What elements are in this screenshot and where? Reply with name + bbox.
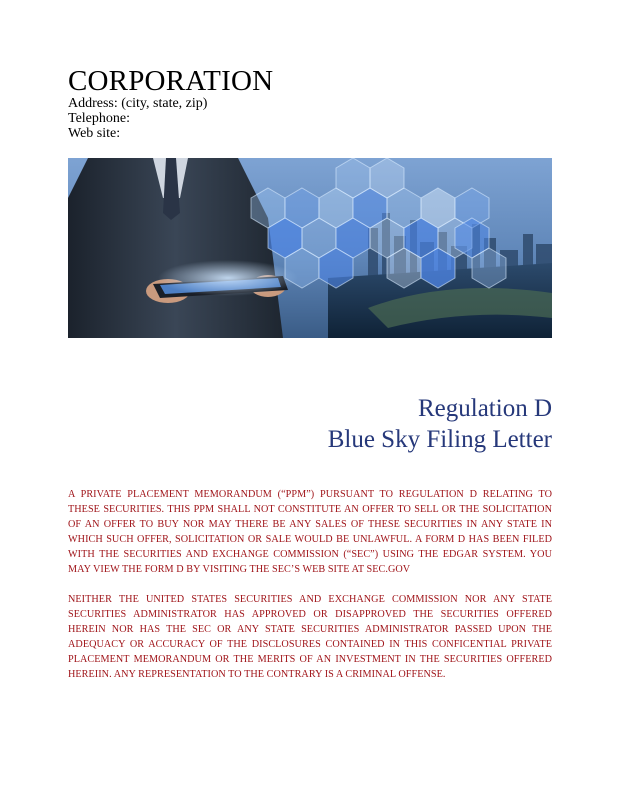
hero-image [68, 158, 552, 338]
company-website: Web site: [68, 126, 121, 141]
company-name: CORPORATION [68, 65, 274, 97]
disclaimer-paragraph-sec: NEITHER THE UNITED STATES SECURITIES AND EXCHANGE COMMISSION NOR ANY STATE SECURITIES ADMINISTRATOR HAS APPROVED OR DISAPPROVED THE SECURITIES OFFERED HEREIN NOR HAS THE SEC OR ANY STATE SECURITIES ADMINISTRATOR PASSED UPON THE ADEQUACY OR ACCURACY OF THE DISCLOSURES CONTAINED IN THIS CONFICENTIAL PRIVATE PLACEMENT MEMORANDUM OR THE MERITS OF AN INVESTMENT IN THE SECURITIES OFFERED HEREIIN. ANY REPRESENTATION TO THE CONTRARY IS A CRIMINAL OFFENSE. [68, 594, 552, 680]
document-title [328, 393, 552, 455]
disclaimer-paragraph-ppm: A PRIVATE PLACEMENT MEMORANDUM (“PPM”) PURSUANT TO REGULATION D RELATING TO THESE SECURITIES. THIS PPM SHALL NOT CONSTITUTE AN OFFER TO SELL OR THE SOLICITATION OF AN OFFER TO BUY NOR MAY THERE BE ANY SALES OF THESE SECURITIES IN ANY STATE IN WHICH SUCH OFFER, SOLICITATION OR SALE WOULD BE UNLAWFUL. A FORM D HAS BEEN FILED WITH THE SECURITIES AND EXCHANGE COMMISSION (“SEC”) USING THE EDGAR SYSTEM. YOU MAY VIEW THE FORM D BY VISITING THE SEC’S WEB SITE AT SEC.GOV [68, 489, 552, 575]
company-address: Address: (city, state, zip) [68, 96, 208, 111]
company-telephone: Telephone: [68, 111, 130, 126]
company-header [68, 66, 273, 141]
title-line-blue-sky-filing-letter: Blue Sky Filing Letter [327, 426, 552, 453]
business-person-tablet-hexagons-image [68, 158, 552, 338]
title-line-regulation-d: Regulation D [417, 395, 552, 422]
